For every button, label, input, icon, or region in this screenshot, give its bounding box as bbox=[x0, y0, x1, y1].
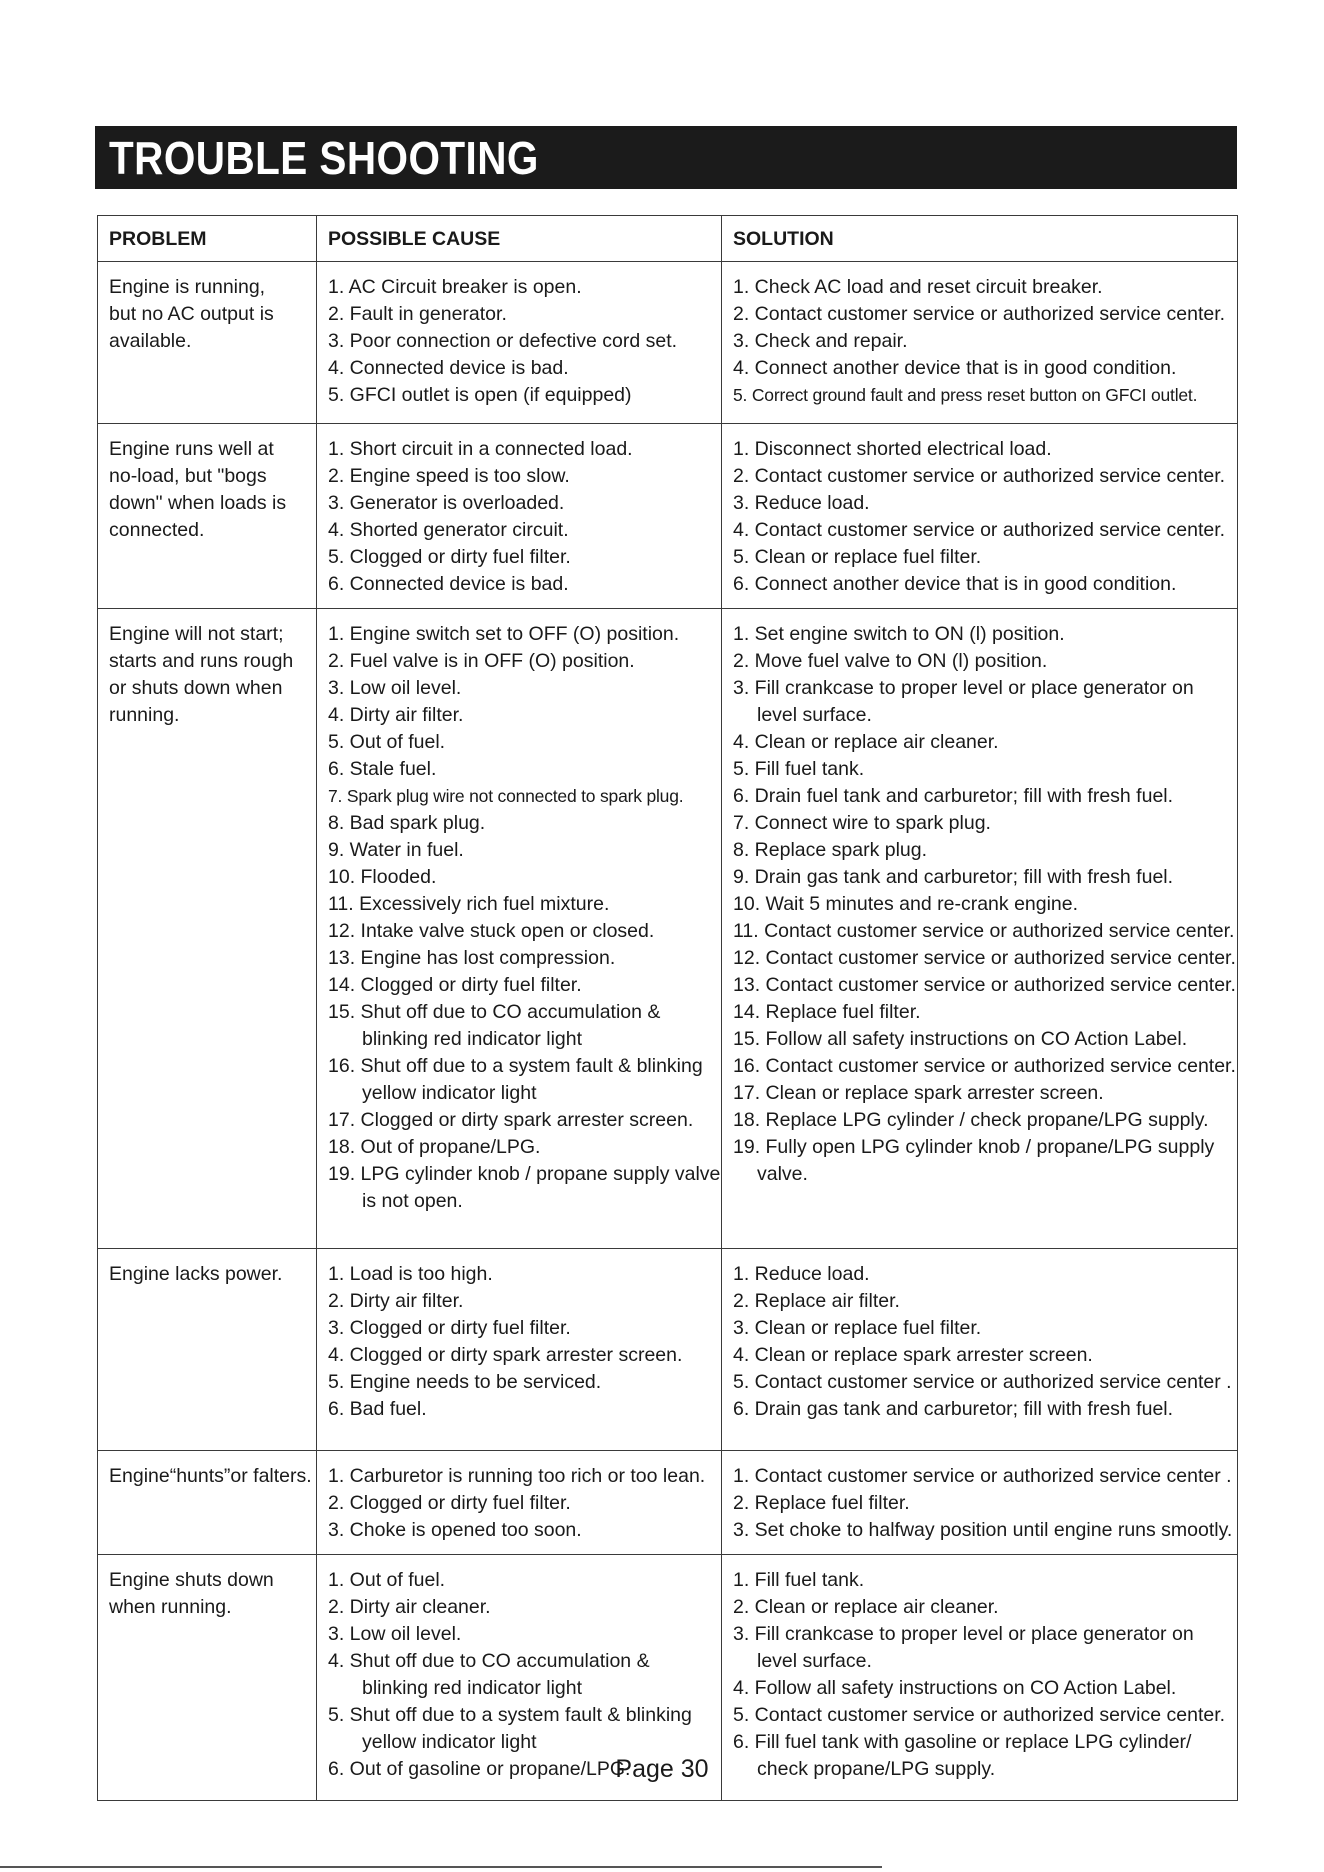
cell-line: 2. Engine speed is too slow. bbox=[328, 465, 570, 487]
cell-line: 4. Shut off due to CO accumulation & bbox=[328, 1650, 650, 1672]
cell-line: 3. Clean or replace fuel filter. bbox=[733, 1317, 982, 1339]
cell-line: 2. Replace air filter. bbox=[733, 1290, 900, 1312]
cell-line: Engine is running, bbox=[109, 276, 266, 298]
cell-line: 5. Contact customer service or authorized service center . bbox=[733, 1371, 1232, 1393]
cell-line: 4. Connect another device that is in good condition. bbox=[733, 357, 1177, 379]
cell-line: 3. Fill crankcase to proper level or place generator on bbox=[733, 677, 1194, 699]
cell-line: 4. Shorted generator circuit. bbox=[328, 519, 569, 541]
cell-line: 17. Clean or replace spark arrester screen. bbox=[733, 1082, 1104, 1104]
cell-line: 5. Out of fuel. bbox=[328, 731, 446, 753]
cell-line: 4. Connected device is bad. bbox=[328, 357, 569, 379]
cell-line: 2. Replace fuel filter. bbox=[733, 1492, 910, 1514]
cell-line: 4. Clogged or dirty spark arrester screen. bbox=[328, 1344, 683, 1366]
cell-line: 11. Contact customer service or authorized service center. bbox=[733, 920, 1235, 942]
cell-line: 13. Engine has lost compression. bbox=[328, 947, 616, 969]
cell-line: down" when loads is bbox=[109, 492, 287, 514]
cell-line: 2. Contact customer service or authorized service center. bbox=[733, 465, 1226, 487]
cell-line: 6. Stale fuel. bbox=[328, 758, 437, 780]
solution-cell bbox=[722, 262, 1238, 424]
cell-line: blinking red indicator light bbox=[362, 1028, 583, 1050]
cell-line: 19. LPG cylinder knob / propane supply valve bbox=[328, 1163, 721, 1185]
cell-line: 9. Water in fuel. bbox=[328, 839, 464, 861]
solution-cell bbox=[722, 609, 1238, 1249]
cause-cell bbox=[317, 262, 722, 424]
cell-line: 2. Clean or replace air cleaner. bbox=[733, 1596, 999, 1618]
cell-line: 3. Check and repair. bbox=[733, 330, 908, 352]
cell-line: 8. Bad spark plug. bbox=[328, 812, 486, 834]
table-row bbox=[98, 1249, 1238, 1451]
cell-line: when running. bbox=[109, 1596, 232, 1618]
cell-line: 6. Bad fuel. bbox=[328, 1398, 427, 1420]
cell-line: 1. Contact customer service or authorized service center . bbox=[733, 1465, 1232, 1487]
cell-line: 2. Move fuel valve to ON (l) position. bbox=[733, 650, 1048, 672]
cell-line: blinking red indicator light bbox=[362, 1677, 583, 1699]
problem-cell bbox=[98, 424, 317, 609]
cell-line: but no AC output is bbox=[109, 303, 274, 325]
cell-line: 3. Set choke to halfway position until engine runs smootly. bbox=[733, 1519, 1233, 1541]
cell-line: or shuts down when bbox=[109, 677, 283, 699]
table-row bbox=[98, 424, 1238, 609]
cell-line: 3. Clogged or dirty fuel filter. bbox=[328, 1317, 571, 1339]
cell-line: Engine lacks power. bbox=[109, 1263, 283, 1285]
cell-line: 6. Out of gasoline or propane/LPG. bbox=[328, 1758, 631, 1780]
cell-line: 1. Short circuit in a connected load. bbox=[328, 438, 633, 460]
cell-line: 6. Connected device is bad. bbox=[328, 573, 569, 595]
cell-line: 1. Reduce load. bbox=[733, 1263, 870, 1285]
cell-line: 1. Check AC load and reset circuit breaker. bbox=[733, 276, 1103, 298]
cause-cell bbox=[317, 1249, 722, 1451]
cell-line: yellow indicator light bbox=[362, 1731, 537, 1753]
cell-line: 15. Shut off due to CO accumulation & bbox=[328, 1001, 661, 1023]
cell-line: 14. Replace fuel filter. bbox=[733, 1001, 921, 1023]
section-title: TROUBLE SHOOTING bbox=[109, 131, 539, 184]
header-possible-cause: POSSIBLE CAUSE bbox=[317, 216, 722, 262]
cell-line: 3. Low oil level. bbox=[328, 1623, 462, 1645]
page-number: Page 30 bbox=[615, 1755, 709, 1783]
cell-line: 1. Carburetor is running too rich or too lean. bbox=[328, 1465, 706, 1487]
section-title-bar bbox=[95, 126, 1237, 189]
bottom-rule bbox=[0, 1866, 882, 1868]
solution-cell bbox=[722, 1451, 1238, 1555]
cell-line: yellow indicator light bbox=[362, 1082, 537, 1104]
header-problem: PROBLEM bbox=[98, 216, 317, 262]
cell-line: 1. Set engine switch to ON (l) position. bbox=[733, 623, 1065, 645]
cell-line: 4. Contact customer service or authorized service center. bbox=[733, 519, 1226, 541]
cell-line: 19. Fully open LPG cylinder knob / propane/LPG supply bbox=[733, 1136, 1215, 1158]
solution-cell bbox=[722, 424, 1238, 609]
cell-line: 9. Drain gas tank and carburetor; fill with fresh fuel. bbox=[733, 866, 1174, 888]
cell-line: available. bbox=[109, 330, 192, 352]
cell-line: running. bbox=[109, 704, 180, 726]
cell-line: 5. Correct ground fault and press reset button on GFCI outlet. bbox=[733, 385, 1198, 405]
cell-line: 12. Intake valve stuck open or closed. bbox=[328, 920, 655, 942]
cell-line: 6. Drain fuel tank and carburetor; fill with fresh fuel. bbox=[733, 785, 1174, 807]
cell-line: 14. Clogged or dirty fuel filter. bbox=[328, 974, 582, 996]
cell-line: 6. Drain gas tank and carburetor; fill with fresh fuel. bbox=[733, 1398, 1174, 1420]
cell-line: 1. AC Circuit breaker is open. bbox=[328, 276, 582, 298]
cell-line: 12. Contact customer service or authorized service center. bbox=[733, 947, 1236, 969]
cell-line: 18. Out of propane/LPG. bbox=[328, 1136, 541, 1158]
cell-line: check propane/LPG supply. bbox=[757, 1758, 996, 1780]
cell-line: 10. Flooded. bbox=[328, 866, 437, 888]
table-row bbox=[98, 609, 1238, 1249]
cell-line: level surface. bbox=[757, 704, 872, 726]
cell-line: 5. Contact customer service or authorized service center. bbox=[733, 1704, 1226, 1726]
cell-line: 1. Fill fuel tank. bbox=[733, 1569, 865, 1591]
table-row bbox=[98, 262, 1238, 424]
cell-line: 3. Fill crankcase to proper level or place generator on bbox=[733, 1623, 1194, 1645]
cell-line: Engine will not start; bbox=[109, 623, 284, 645]
cell-line: 1. Load is too high. bbox=[328, 1263, 493, 1285]
problem-cell bbox=[98, 1249, 317, 1451]
cell-line: 3. Poor connection or defective cord set. bbox=[328, 330, 678, 352]
cause-cell bbox=[317, 609, 722, 1249]
cell-line: 2. Dirty air filter. bbox=[328, 1290, 464, 1312]
cell-line: 1. Disconnect shorted electrical load. bbox=[733, 438, 1052, 460]
cell-line: 6. Connect another device that is in good condition. bbox=[733, 573, 1177, 595]
cell-line: 17. Clogged or dirty spark arrester screen. bbox=[328, 1109, 694, 1131]
cell-line: Engine shuts down bbox=[109, 1569, 274, 1591]
problem-cell bbox=[98, 609, 317, 1249]
table-row bbox=[98, 1451, 1238, 1555]
cell-line: 1. Out of fuel. bbox=[328, 1569, 446, 1591]
cell-line: 2. Fault in generator. bbox=[328, 303, 507, 325]
table-header-row bbox=[98, 216, 1238, 262]
cell-line: 16. Shut off due to a system fault & blinking bbox=[328, 1055, 703, 1077]
cell-line: 5. Clean or replace fuel filter. bbox=[733, 546, 982, 568]
cell-line: 1. Engine switch set to OFF (O) position. bbox=[328, 623, 680, 645]
cell-line: 2. Fuel valve is in OFF (O) position. bbox=[328, 650, 635, 672]
cause-cell bbox=[317, 424, 722, 609]
cell-line: 3. Choke is opened too soon. bbox=[328, 1519, 582, 1541]
header-solution: SOLUTION bbox=[722, 216, 1238, 262]
cell-line: 6. Fill fuel tank with gasoline or replace LPG cylinder/ bbox=[733, 1731, 1192, 1753]
cell-line: 2. Contact customer service or authorized service center. bbox=[733, 303, 1226, 325]
cell-line: level surface. bbox=[757, 1650, 872, 1672]
cell-line: 10. Wait 5 minutes and re-crank engine. bbox=[733, 893, 1079, 915]
cell-line: 4. Follow all safety instructions on CO Action Label. bbox=[733, 1677, 1177, 1699]
cell-line: 15. Follow all safety instructions on CO Action Label. bbox=[733, 1028, 1188, 1050]
cell-line: 3. Reduce load. bbox=[733, 492, 870, 514]
cell-line: 11. Excessively rich fuel mixture. bbox=[328, 893, 610, 915]
cell-line: 4. Clean or replace air cleaner. bbox=[733, 731, 999, 753]
cell-line: 7. Spark plug wire not connected to spark plug. bbox=[328, 786, 684, 806]
cell-line: 3. Generator is overloaded. bbox=[328, 492, 565, 514]
cell-line: Engine runs well at bbox=[109, 438, 274, 460]
cell-line: 5. Fill fuel tank. bbox=[733, 758, 865, 780]
cell-line: 16. Contact customer service or authorized service center. bbox=[733, 1055, 1236, 1077]
cell-line: 5. Shut off due to a system fault & blinking bbox=[328, 1704, 692, 1726]
cell-line: 13. Contact customer service or authorized service center. bbox=[733, 974, 1236, 996]
cell-line: 7. Connect wire to spark plug. bbox=[733, 812, 991, 834]
problem-cell bbox=[98, 1451, 317, 1555]
cell-line: starts and runs rough bbox=[109, 650, 294, 672]
troubleshooting-table bbox=[97, 215, 1238, 1801]
cell-line: 5. Engine needs to be serviced. bbox=[328, 1371, 602, 1393]
cause-cell bbox=[317, 1451, 722, 1555]
cell-line: 2. Clogged or dirty fuel filter. bbox=[328, 1492, 571, 1514]
cell-line: connected. bbox=[109, 519, 205, 541]
problem-cell bbox=[98, 262, 317, 424]
cell-line: 2. Dirty air cleaner. bbox=[328, 1596, 491, 1618]
cell-line: 5. GFCI outlet is open (if equipped) bbox=[328, 384, 632, 406]
cell-line: Engine“hunts”or falters. bbox=[109, 1465, 312, 1487]
cell-line: is not open. bbox=[362, 1190, 463, 1212]
cell-line: 4. Dirty air filter. bbox=[328, 704, 464, 726]
solution-cell bbox=[722, 1249, 1238, 1451]
cell-line: valve. bbox=[757, 1163, 808, 1185]
cell-line: 18. Replace LPG cylinder / check propane/LPG supply. bbox=[733, 1109, 1209, 1131]
cell-line: 4. Clean or replace spark arrester screen. bbox=[733, 1344, 1093, 1366]
cell-line: no-load, but "bogs bbox=[109, 465, 267, 487]
cell-line: 5. Clogged or dirty fuel filter. bbox=[328, 546, 571, 568]
cell-line: 8. Replace spark plug. bbox=[733, 839, 928, 861]
cell-line: 3. Low oil level. bbox=[328, 677, 462, 699]
table-body bbox=[98, 262, 1238, 1801]
